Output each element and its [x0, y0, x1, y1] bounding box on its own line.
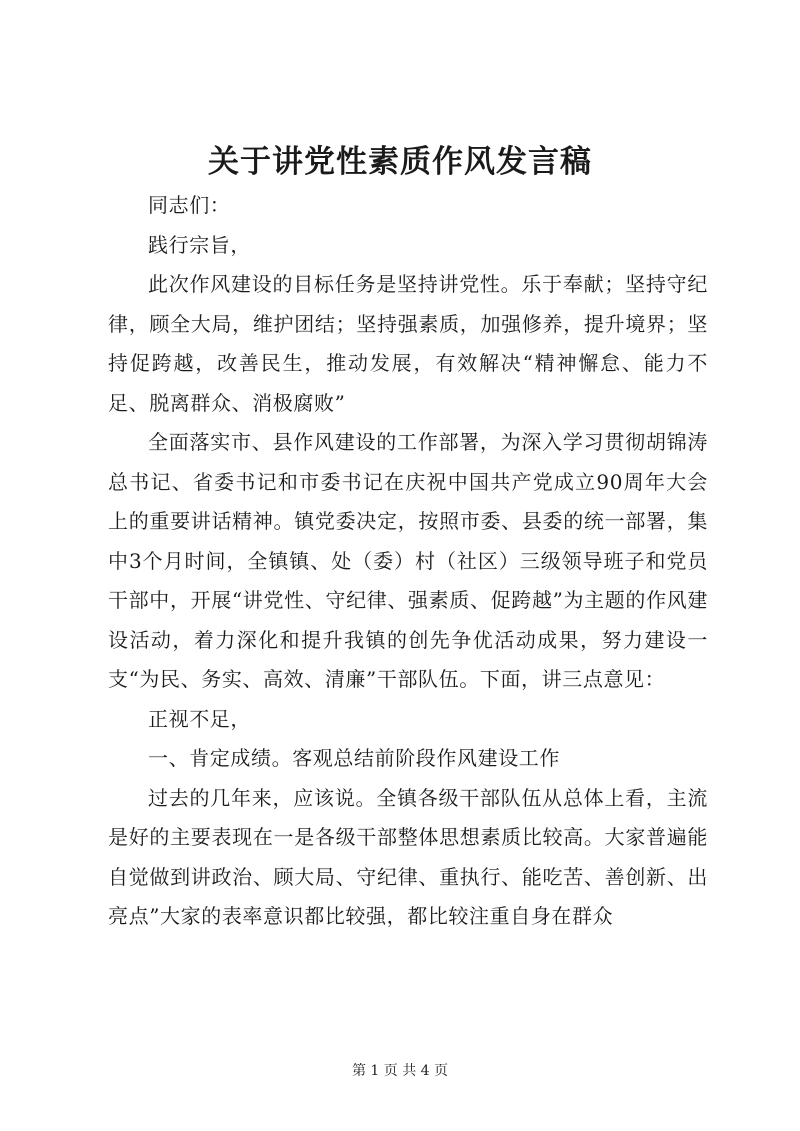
paragraph-heading-practice: 践行宗旨，	[148, 232, 251, 257]
paragraph-section-one: 一、肯定成绩。客观总结前阶段作风建设工作	[148, 746, 560, 770]
paragraph-goals: 此次作风建设的目标任务是坚持讲党性。乐于奉献；坚持守纪律，顾全大局，维护团结；坚持强素质，加强修养，提升境界；坚持促跨越，改善民生，推动发展，有效解决“精神懈怠、能力不足、脱离群众、消极腐败”	[108, 272, 708, 415]
paragraph-deployment: 全面落实市、县作风建设的工作部署，为深入学习贯彻胡锦涛总书记、省委书记和市委书记在庆祝中国共产党成立90周年大会上的重要讲话精神。镇党委决定，按照市委、县委的统一部署，集中3个月时间，全镇镇、处（委）村（社区）三级领导班子和党员干部中，开展“讲党性、守纪律、强素质、促跨越”为主题的作风建设活动，着力深化和提升我镇的创先争优活动成果，努力建设一支“为民、务实、高效、清廉”干部队伍。下面，讲三点意见：	[108, 430, 708, 691]
paragraph-past-years: 过去的几年来，应该说。全镇各级干部队伍从总体上看，主流是好的主要表现在一是各级干部整体思想素质比较高。大家普遍能自觉做到讲政治、顾大局、守纪律、重执行、能吃苦、善创新、出亮点”大家的表率意识都比较强，都比较注重自身在群众	[108, 785, 708, 928]
document-title: 关于讲党性素质作风发言稿	[208, 144, 592, 180]
page-number-footer: 第 1 页 共 4 页	[351, 1063, 449, 1079]
document-body	[108, 186, 708, 937]
paragraph-heading-shortcomings: 正视不足，	[148, 706, 251, 731]
paragraph-greeting: 同志们：	[148, 193, 231, 217]
